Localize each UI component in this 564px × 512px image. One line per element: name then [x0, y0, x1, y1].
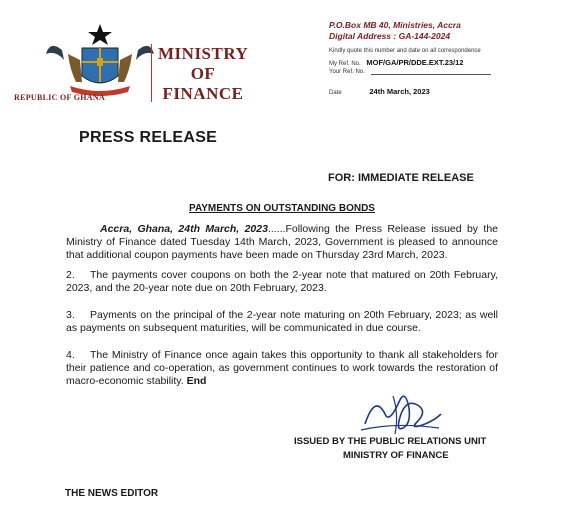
contact-block [329, 20, 461, 42]
issuer-name: MINISTRY OF FINANCE [343, 450, 449, 461]
paragraph-3-text: Payments on the principal of the 2-year note maturing on 20th February, 2023; as well as payments on subsequent maturities, will be communicated in due course. [66, 309, 498, 334]
my-ref-label: My Ref. No. [329, 61, 361, 67]
document-heading: PAYMENTS ON OUTSTANDING BONDS [189, 203, 375, 214]
date-row [329, 87, 430, 96]
your-ref-label: Your Ref. No. [329, 69, 365, 75]
document-title: PRESS RELEASE [79, 129, 218, 146]
signature-icon [355, 384, 445, 439]
paragraph-4 [66, 349, 498, 388]
paragraph-1-text: ......Following the Press Release issued by the Ministry of Finance dated Tuesday 14th March, 2023, Government is pleased to announce that additional coupon payments have been made on Thursday 23rd March, 2023. [66, 223, 499, 261]
paragraph-1 [66, 223, 498, 262]
paragraph-3-number: 3. [66, 309, 75, 321]
ministry-line-1: MINISTRY [158, 44, 249, 63]
paragraph-1-lead: Accra, Ghana, 24th March, 2023 [100, 223, 268, 235]
coat-of-arms-icon [40, 20, 160, 100]
digital-address: Digital Address : GA-144-2024 [329, 31, 451, 41]
release-status: FOR: IMMEDIATE RELEASE [328, 172, 474, 184]
your-ref-blank [371, 68, 491, 75]
paragraph-3 [66, 309, 498, 335]
paragraph-2-text: The payments cover coupons on both the 2-year note that matured on 20th February, 2023, and the 20-year note due on 20th February, 2023. [66, 269, 498, 294]
my-ref-value: MOF/GA/PR/DDE.EXT.23/12 [366, 58, 464, 67]
your-ref-row [329, 68, 491, 75]
paragraph-4-text: The Ministry of Finance once again takes this opportunity to thank all stakeholders for their patience and co-operation, as government continues to work towards the restoration of macro-economic stability. [66, 349, 498, 387]
date-value: 24th March, 2023 [369, 87, 430, 96]
quote-note: Kindly quote this number and date on all correspondence [329, 48, 481, 54]
ministry-name [158, 44, 248, 104]
my-ref-row [329, 58, 463, 67]
date-label: Date [329, 90, 342, 96]
ministry-line-2: OF [190, 64, 216, 83]
ministry-line-3: FINANCE [162, 84, 244, 103]
republic-of-ghana-label: REPUBLIC OF GHANA [14, 93, 106, 102]
issued-by: ISSUED BY THE PUBLIC RELATIONS UNIT [294, 436, 487, 447]
po-box: P.O.Box MB 40, Ministries, Accra [329, 20, 461, 30]
paragraph-2 [66, 269, 498, 295]
header-divider [151, 44, 152, 102]
paragraph-4-number: 4. [66, 349, 75, 361]
paragraph-4-end: End [186, 375, 207, 387]
paragraph-2-number: 2. [66, 269, 75, 281]
addressee: THE NEWS EDITOR [65, 488, 159, 499]
